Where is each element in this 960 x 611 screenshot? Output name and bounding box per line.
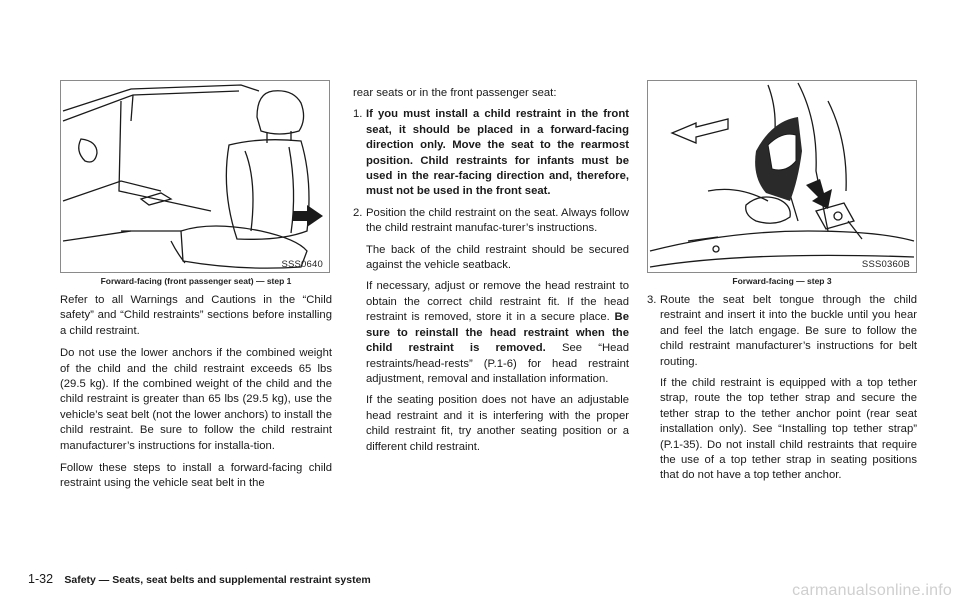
arrow-right-icon	[293, 205, 323, 227]
text-span: See “Head restraints/head-rests” (P.1-6) for head restraint adjustment, removal and installation information.	[366, 342, 630, 385]
step-text: If the seating position does not have an adjustable head restraint and it is interfering with the proper child restraint fit, try another seating position or a different child restraint.	[366, 394, 629, 453]
step-text: If the child restraint is equipped with a top tether strap, route the top tether strap and secure the tether strap to the tether anchor point (rear seat installation only). See “Installing top tether strap” (P.1-35). Do not install child restraints that require the use of a top tether strap in seating positions that do not have a top tether anchor.	[660, 377, 917, 482]
arrow-left-icon	[672, 119, 728, 143]
seat-belt-illustration	[648, 81, 916, 272]
bold-text: Be sure to reinstall the head restraint when the child restraint is removed.	[366, 311, 629, 355]
step-text: If you must install a child restraint in the front seat, it should be placed in a forward-facing direction only. Move the seat to the rearmost position. Child restraints for infants must be used in the rear-facing direction and, therefore, must not be used in the front seat.	[366, 108, 629, 198]
text-span: If necessary, adjust or remove the head restraint to obtain the correct child restraint fit. If the head restraint is removed, store it in a secure place.	[366, 280, 629, 324]
figure-forward-facing	[647, 80, 917, 273]
paragraph: Do not use the lower anchors if the combined weight of the child and the child restraint exceeds 65 lbs (29.5 kg). If the combined weight of the child and the child restraint is greater than 65 lbs (29.5 kg), use the vehicle’s seat belt (not the lower anchors) to install the child restraint. Be sure to follow the child restraint manufacturer’s instructions for installa-tion.	[60, 347, 332, 452]
list-item-step-1	[353, 107, 629, 199]
paragraph: Refer to all Warnings and Cautions in the “Child safety” and “Child restraints” sections before installing a child restraint.	[60, 294, 332, 337]
list-item-step-3	[647, 293, 917, 484]
arrow-down-right-icon	[806, 179, 832, 209]
middle-column	[353, 86, 629, 461]
left-column	[60, 80, 332, 498]
step-text: Position the child restraint on the seat. Always follow the child restraint manufac-turer’s instructions.	[366, 206, 629, 235]
figure-front-seat	[60, 80, 330, 273]
figure-code: SSS0360B	[861, 259, 910, 270]
front-seat-illustration	[61, 81, 329, 272]
figure-caption: Forward-facing (front passenger seat) — step 1	[100, 276, 292, 286]
figure-code: SSS0640	[281, 259, 323, 270]
watermark: carmanualsonline.info	[792, 582, 952, 599]
paragraph: Follow these steps to install a forward-facing child restraint using the vehicle seat belt in the	[60, 462, 332, 490]
paragraph: rear seats or in the front passenger seat:	[353, 87, 557, 99]
section-title: Safety — Seats, seat belts and supplemental restraint system	[64, 574, 371, 586]
list-item-step-2	[353, 206, 629, 455]
step-number: 3.	[647, 294, 657, 306]
step-number: 2.	[353, 206, 363, 219]
step-number: 1.	[353, 108, 363, 121]
step-text: Route the seat belt tongue through the child restraint and insert it into the buckle until you hear and feel the latch engage. Be sure to follow the child restraint manufacturer’s instructions for belt routing.	[660, 294, 917, 368]
figure-caption: Forward-facing — step 3	[732, 276, 832, 286]
step-text	[366, 279, 629, 387]
page-number: 1-32	[28, 572, 54, 586]
page-footer	[28, 572, 371, 586]
step-text: The back of the child restraint should be secured against the vehicle seatback.	[366, 243, 629, 272]
right-column	[647, 80, 917, 490]
